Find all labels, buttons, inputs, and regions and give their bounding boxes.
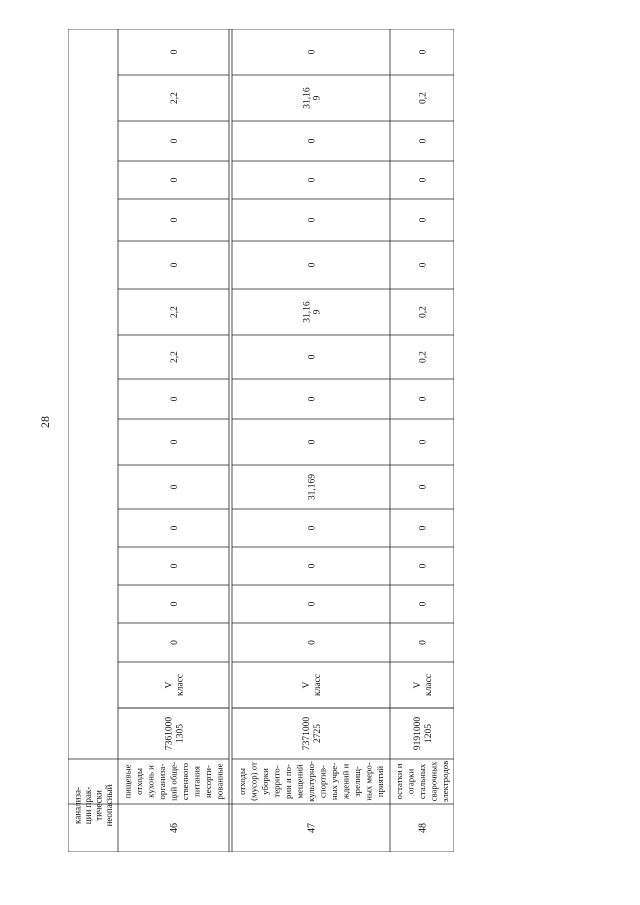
value-cell xyxy=(307,563,317,568)
value-cell xyxy=(418,177,428,182)
prev-row-name-line: ции прак- xyxy=(82,786,93,825)
value-cell-line: 0 xyxy=(307,563,318,569)
value-cell-line: 0 xyxy=(418,601,429,607)
value-cell-line: 0 xyxy=(418,49,429,55)
value-cell-line: 0 xyxy=(418,525,429,531)
value-cell-line: 0 xyxy=(169,138,180,144)
waste-name-cell-line: приятий xyxy=(375,765,386,798)
page-number: 28 xyxy=(38,416,52,428)
value-cell-line: 0 xyxy=(307,138,318,144)
value-cell xyxy=(170,217,180,222)
value-cell-line: 0 xyxy=(169,49,180,55)
value-cell-line: 0 xyxy=(418,484,429,490)
waste-name-cell-line: питания xyxy=(191,766,202,797)
value-cell xyxy=(307,439,317,444)
waste-name-cell-line: несорти- xyxy=(203,765,214,798)
row-number: 46 xyxy=(169,823,180,833)
value-cell-line: 0 xyxy=(169,601,180,607)
row-number: 48 xyxy=(417,823,429,833)
value-cell xyxy=(170,138,180,143)
value-cell-line: 0 xyxy=(418,138,429,144)
value-cell-line: 0 xyxy=(418,563,429,569)
value-cell-line: 0 xyxy=(307,217,318,223)
hazard-class-cell-line: класс xyxy=(423,673,434,697)
hazard-class-cell xyxy=(164,674,185,696)
hazard-class-cell-line: класс xyxy=(312,673,323,697)
hazard-class-cell xyxy=(302,674,323,696)
waste-name-cell-line: (мусор) от xyxy=(248,762,259,801)
value-cell-line: 0 xyxy=(169,525,180,531)
value-cell xyxy=(170,563,180,568)
value-cell xyxy=(418,563,428,568)
value-cell-line: 0 xyxy=(169,177,180,183)
value-cell xyxy=(307,354,317,359)
waste-name-cell-line: отходы xyxy=(237,768,248,795)
waste-name-cell-line: стальных xyxy=(417,763,428,800)
value-cell-line: 0,2 xyxy=(418,351,429,363)
waste-name-cell-line: мещений xyxy=(294,764,305,799)
value-cell xyxy=(170,306,180,318)
value-cell-line: 0 xyxy=(307,396,318,402)
table-cells xyxy=(72,49,450,833)
waste-name-cell-line: уборки xyxy=(260,768,271,795)
value-cell-line: 0,2 xyxy=(418,92,429,104)
value-cell-line: 0,2 xyxy=(418,306,429,318)
waste-name-cell-line: отходы xyxy=(134,768,145,795)
waste-name-cell-line: культурно- xyxy=(306,761,317,802)
value-cell xyxy=(418,525,428,530)
waste-name-cell-line: ственного xyxy=(180,762,191,801)
value-cell-line: 0 xyxy=(307,354,318,360)
value-cell xyxy=(418,396,428,401)
value-cell-line: 31,16 xyxy=(302,87,313,109)
value-cell xyxy=(170,49,180,54)
value-cell xyxy=(418,217,428,222)
value-cell-line: 0 xyxy=(307,525,318,531)
value-cell xyxy=(170,601,180,606)
value-cell-line: 0 xyxy=(169,563,180,569)
waste-name-cell xyxy=(123,762,225,801)
value-cell xyxy=(170,525,180,530)
value-cell-line: 0 xyxy=(307,640,318,645)
waste-code-cell xyxy=(164,717,185,751)
waste-name-cell-line: сварочных xyxy=(428,761,439,802)
value-cell xyxy=(418,306,428,318)
value-cell xyxy=(307,640,317,645)
value-cell xyxy=(418,601,428,606)
value-cell xyxy=(418,439,428,444)
value-cell-line: 2,2 xyxy=(169,351,180,363)
value-cell xyxy=(170,396,180,401)
row-number: 47 xyxy=(306,823,318,833)
value-cell xyxy=(170,640,180,645)
value-cell-line: 0 xyxy=(169,262,180,268)
waste-name-cell-line: огарки xyxy=(405,768,416,795)
value-cell-line: 0 xyxy=(418,217,429,223)
value-cell-line: 2,2 xyxy=(169,306,180,318)
value-cell-line: 0 xyxy=(418,262,429,268)
value-cell xyxy=(418,351,428,363)
value-cell xyxy=(307,396,317,401)
waste-name-cell-line: ных меро- xyxy=(363,762,374,801)
waste-code-cell-line: 7361000 xyxy=(164,716,175,751)
waste-name-cell-line: остатки и xyxy=(394,763,405,800)
value-cell xyxy=(302,87,322,109)
value-cell xyxy=(307,217,317,222)
value-cell xyxy=(418,138,428,143)
value-cell xyxy=(170,484,180,489)
value-cell xyxy=(170,177,180,182)
hazard-class-cell xyxy=(413,674,434,696)
prev-row-name-line: канализа- xyxy=(72,787,83,824)
value-cell-line: 31,16 xyxy=(302,301,313,323)
value-cell-line: 0 xyxy=(169,439,180,445)
value-cell-line: 0 xyxy=(169,217,180,223)
value-cell-line: 31,169 xyxy=(307,473,318,501)
waste-code-cell-line: 1205 xyxy=(423,724,434,743)
value-cell-line: 0 xyxy=(307,262,318,268)
value-cell-line: 9 xyxy=(312,95,323,101)
waste-name-cell-line: ных учре- xyxy=(329,762,340,801)
value-cell-line: 0 xyxy=(418,640,429,645)
prev-row-name-line: неопасный xyxy=(103,784,114,827)
value-cell-line: 0 xyxy=(418,177,429,183)
value-cell-line: 0 xyxy=(307,49,318,55)
value-cell-line: 0 xyxy=(169,640,180,645)
value-cell xyxy=(170,439,180,444)
value-cell xyxy=(170,92,180,104)
value-cell xyxy=(307,177,317,182)
value-cell xyxy=(418,484,428,489)
value-cell xyxy=(307,49,317,54)
waste-name-cell-line: ждений и xyxy=(340,763,351,800)
value-cell-line: 0 xyxy=(418,439,429,445)
waste-table xyxy=(68,29,454,852)
waste-code-cell-line: 7371000 xyxy=(301,716,312,751)
waste-name-cell-line: спортив- xyxy=(317,765,328,798)
waste-code-cell xyxy=(413,717,434,751)
value-cell xyxy=(418,92,428,104)
waste-name-cell-line: зрелищ- xyxy=(352,766,363,797)
hazard-class-cell-line: V xyxy=(301,681,312,689)
waste-name-cell-line: организа- xyxy=(157,763,168,800)
value-cell xyxy=(307,525,317,530)
prev-row-name xyxy=(72,784,114,826)
value-cell-line: 9 xyxy=(312,309,323,315)
hazard-class-cell-line: V xyxy=(412,681,423,689)
hazard-class-cell-line: класс xyxy=(175,673,186,697)
prev-row-name-line: тически xyxy=(93,790,104,821)
waste-code-cell-line: 9191000 xyxy=(412,716,423,751)
value-cell xyxy=(307,262,317,267)
waste-code-cell xyxy=(302,717,323,751)
waste-name-cell xyxy=(237,761,385,802)
value-cell-line: 0 xyxy=(169,484,180,490)
value-cell xyxy=(418,49,428,54)
value-cell xyxy=(307,601,317,606)
value-cell xyxy=(307,138,317,143)
value-cell-line: 2,2 xyxy=(169,92,180,104)
value-cell xyxy=(307,474,317,500)
waste-code-cell-line: 1305 xyxy=(175,724,186,743)
waste-name-cell-line: ций обще- xyxy=(168,762,179,801)
value-cell-line: 0 xyxy=(307,439,318,445)
waste-name-cell-line: электродов xyxy=(440,760,451,803)
waste-name-cell-line: пищевые xyxy=(122,764,133,799)
waste-name-cell-line: рии и по- xyxy=(283,764,294,799)
waste-name-cell-line: террито- xyxy=(271,765,282,798)
waste-name-cell-line: кухонь и xyxy=(145,765,156,798)
value-cell-line: 0 xyxy=(307,177,318,183)
value-cell xyxy=(170,351,180,363)
value-cell-line: 0 xyxy=(307,601,318,607)
value-cell-line: 0 xyxy=(169,396,180,402)
waste-name-cell xyxy=(394,761,450,803)
value-cell xyxy=(170,262,180,267)
value-cell xyxy=(302,301,322,323)
hazard-class-cell-line: V xyxy=(164,681,175,689)
waste-name-cell-line: рованные xyxy=(214,763,225,800)
value-cell xyxy=(418,262,428,267)
waste-code-cell-line: 2725 xyxy=(312,724,323,743)
value-cell xyxy=(418,640,428,645)
value-cell-line: 0 xyxy=(418,396,429,402)
table-grid xyxy=(68,29,454,852)
